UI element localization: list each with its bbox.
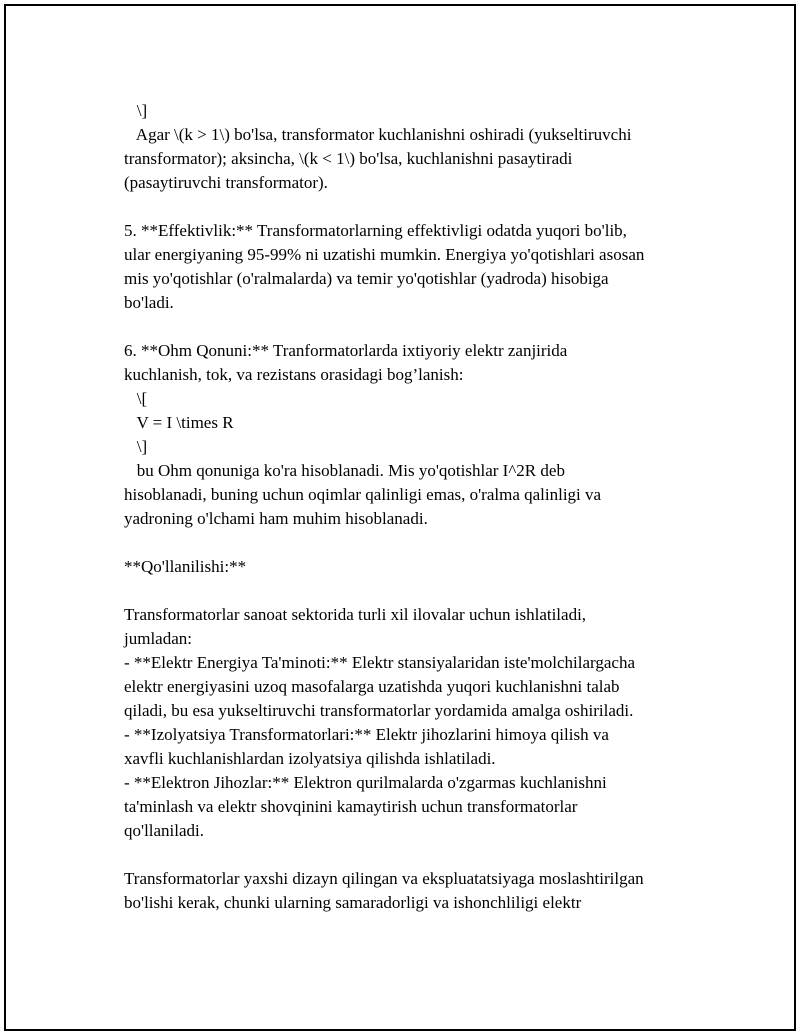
text-line: xavfli kuchlanishlardan izolyatsiya qilishda ishlatiladi.: [124, 749, 496, 768]
text-line: 6. **Ohm Qonuni:** Tranformatorlarda ixtiyoriy elektr zanjirida: [124, 341, 568, 360]
text-line: qiladi, bu esa yukseltiruvchi transformatorlar yordamida amalga oshiriladi.: [124, 701, 634, 720]
text-line: transformator); aksincha, \(k < 1\) bo'lsa, kuchlanishni pasaytiradi: [124, 149, 573, 168]
page-frame: [4, 4, 796, 1031]
text-line: \[: [124, 389, 148, 408]
text-line: V = I \times R: [124, 413, 234, 432]
text-line: Transformatorlar yaxshi dizayn qilingan va ekspluatatsiyaga moslashtirilgan: [124, 869, 644, 888]
text-line: 5. **Effektivlik:** Transformatorlarning effektivligi odatda yuqori bo'lib,: [124, 221, 627, 240]
text-line: - **Elektron Jihozlar:** Elektron qurilmalarda o'zgarmas kuchlanishni: [124, 773, 607, 792]
blank-line: [124, 531, 724, 555]
blank-line: [124, 195, 724, 219]
text-line: ular energiyaning 95-99% ni uzatishi mumkin. Energiya yo'qotishlari asosan: [124, 245, 645, 264]
text-line: \]: [124, 101, 148, 120]
document-body: [124, 99, 724, 915]
text-line: (pasaytiruvchi transformator).: [124, 173, 328, 192]
text-line: bo'lishi kerak, chunki ularning samaradorligi va ishonchliligi elektr: [124, 893, 582, 912]
text-line: - **Izolyatsiya Transformatorlari:** Elektr jihozlarini himoya qilish va: [124, 725, 609, 744]
text-line: - **Elektr Energiya Ta'minoti:** Elektr stansiyalaridan iste'molchilargacha: [124, 653, 636, 672]
text-line: yadroning o'lchami ham muhim hisoblanadi.: [124, 509, 428, 528]
text-line: bo'ladi.: [124, 293, 174, 312]
text-line: mis yo'qotishlar (o'ralmalarda) va temir yo'qotishlar (yadroda) hisobiga: [124, 269, 609, 288]
text-line: hisoblanadi, buning uchun oqimlar qalinligi emas, o'ralma qalinligi va: [124, 485, 602, 504]
text-line: bu Ohm qonuniga ko'ra hisoblanadi. Mis yo'qotishlar I^2R deb: [124, 461, 565, 480]
text-line: **Qo'llanilishi:**: [124, 557, 247, 576]
text-line: \]: [124, 437, 148, 456]
text-line: qo'llaniladi.: [124, 821, 205, 840]
text-line: jumladan:: [124, 629, 192, 648]
text-line: elektr energiyasini uzoq masofalarga uzatishda yuqori kuchlanishni talab: [124, 677, 620, 696]
text-line: kuchlanish, tok, va rezistans orasidagi bog’lanish:: [124, 365, 464, 384]
blank-line: [124, 843, 724, 867]
text-line: Agar \(k > 1\) bo'lsa, transformator kuchlanishni oshiradi (yukseltiruvchi: [124, 125, 632, 144]
text-line: ta'minlash va elektr shovqinini kamaytirish uchun transformatorlar: [124, 797, 578, 816]
text-line: Transformatorlar sanoat sektorida turli xil ilovalar uchun ishlatiladi,: [124, 605, 587, 624]
blank-line: [124, 315, 724, 339]
blank-line: [124, 579, 724, 603]
